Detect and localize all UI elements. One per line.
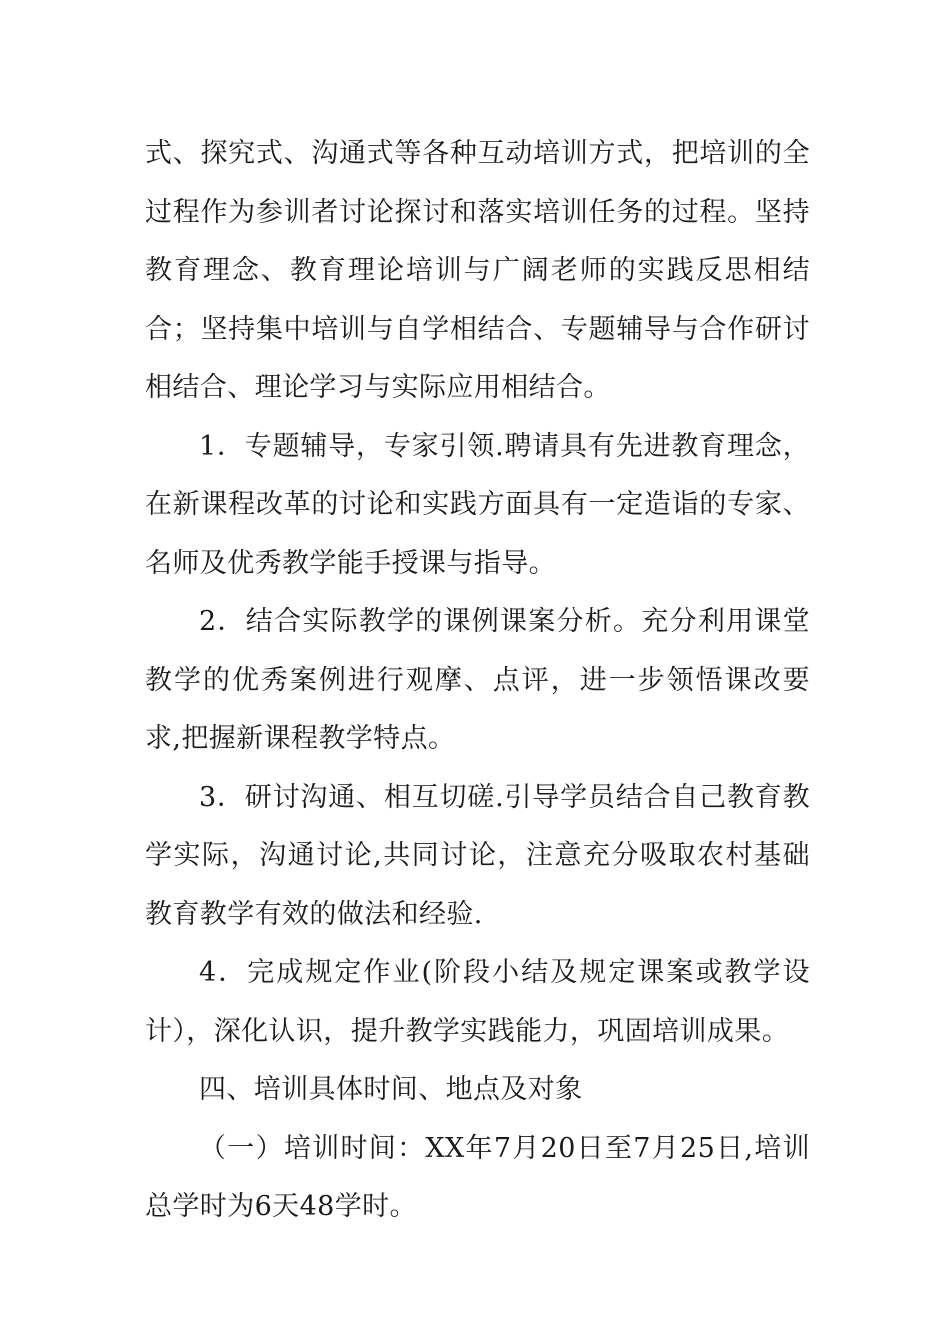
paragraph-item-1: 1．专题辅导，专家引领.聘请具有先进教育理念，在新课程改革的讨论和实践方面具有一定造诣的专家、名师及优秀教学能手授课与指导。 — [145, 430, 810, 579]
paragraph-item-3: 3．研讨沟通、相互切磋.引导学员结合自己教育教学实际，沟通讨论,共同讨论，注意充分吸取农村基础教育教学有效的做法和经验. — [145, 781, 810, 930]
paragraph-item-2: 2．结合实际教学的课例课案分析。充分利用课堂教学的优秀案例进行观摩、点评，进一步领悟课改要求,把握新课程教学特点。 — [145, 606, 810, 754]
paragraph-item-4: 4．完成规定作业(阶段小结及规定课案或教学设计），深化认识，提升教学实践能力，巩固培训成果。 — [145, 957, 810, 1047]
paragraph-intro: 式、探究式、沟通式等各种互动培训方式，把培训的全过程作为参训者讨论探讨和落实培训任务的过程。坚持教育理念、教育理论培训与广阔老师的实践反思相结合；坚持集中培训与自学相结合、专题辅导与合作研讨相结合、理论学习与实际应用相结合。 — [145, 138, 810, 403]
section-heading-4: 四、培训具体时间、地点及对象 — [199, 1074, 583, 1105]
paragraph-training-time: （一）培训时间：XX年7月20日至7月25日,培训总学时为6天48学时。 — [145, 1132, 810, 1222]
document-body — [145, 125, 810, 1237]
